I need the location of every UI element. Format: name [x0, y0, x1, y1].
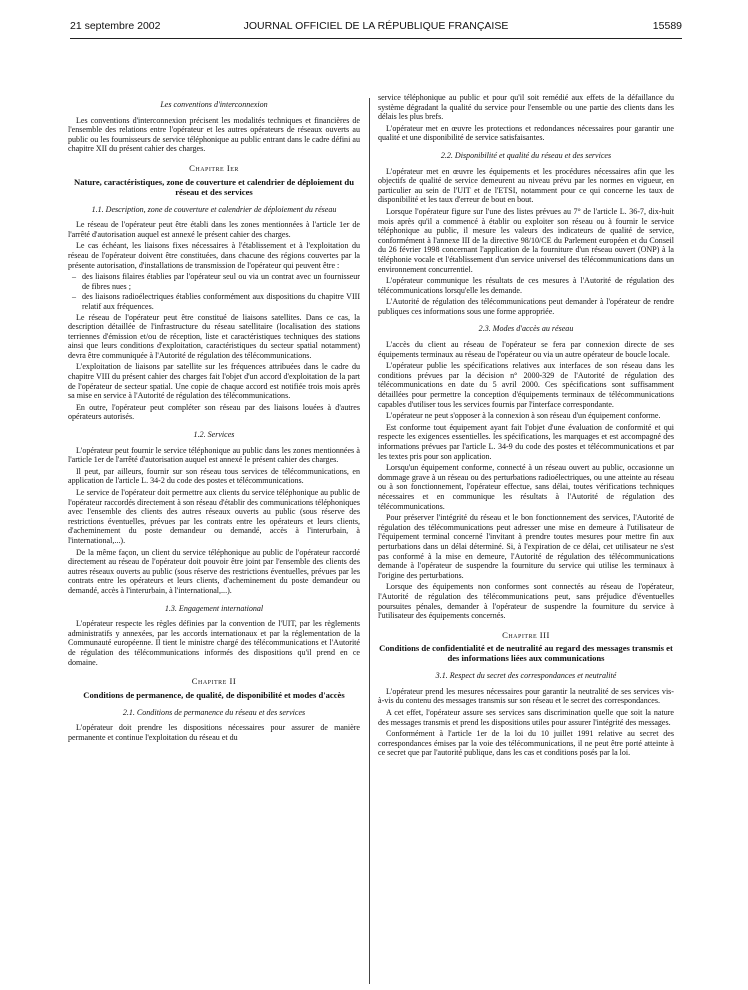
- section-title: Les conventions d'interconnexion: [160, 100, 268, 109]
- paragraph: Lorsqu'un équipement conforme, connecté à un réseau ouvert au public, occasionne un dommage grave à un réseau ou des perturbations radioélectriques, ou une atteinte au réseau ou à son fonctionnement, l'opérateur effectue, sans délai, toutes vérifications techniques nécessaires et en communique les résultats à l'Autorité de régulation des télécommunications.: [378, 463, 674, 511]
- paragraph: L'Autorité de régulation des télécommunications peut demander à l'opérateur de rendre publiques ces informations sous une forme appropriée.: [378, 297, 674, 316]
- paragraph: Lorsque des équipements non conformes sont connectés au réseau de l'opérateur, l'Autorité de régulation des télécommunications peut, sans préjudice d'éventuelles poursuites pénales, demander à l'opérateur de suspendre la fourniture du service à l'utilisateur des équipements concernés.: [378, 582, 674, 621]
- paragraph: L'opérateur doit prendre les dispositions nécessaires pour assurer de manière permanente et continue l'exploitation du réseau et du: [68, 723, 360, 742]
- paragraph: Pour préserver l'intégrité du réseau et le bon fonctionnement des services, l'Autorité de régulation des télécommunications peut adresser une mise en demeure à l'utilisateur de l'équipement terminal concerné l'invitant à prendre toutes mesures pour mettre fin aux perturbations dans un délai déterminé. Si, à l'expiration de ce délai, cet utilisateur ne s'est pas conformé à la mise en demeure, l'Autorité de régulation des télécommunications demande à l'opérateur de suspendre la fourniture du service qui utilise les terminaux à l'origine des perturbations.: [378, 513, 674, 580]
- paragraph: En outre, l'opérateur peut compléter son réseau par des liaisons louées à d'autres opérateurs autorisés.: [68, 402, 360, 422]
- paragraph: L'opérateur ne peut s'opposer à la connexion à son réseau d'un équipement conforme.: [386, 411, 661, 421]
- paragraph: Le service de l'opérateur doit permettre aux clients du service téléphonique au public de l'opérateur raccordés directement à son réseau d'établir des communications téléphoniques avec l'ensemble des clients des autres réseaux ouverts au public (sous réserve des restrictions éventuelles, prévues par les contrats entre les opérateurs et leurs clients, d'acheminement du poste demandeur ou demandé, accès à l'interurbain, à l'international,...).: [68, 488, 360, 545]
- section-heading: 1.2. Services: [193, 430, 235, 440]
- section-heading: 2.1. Conditions de permanence du réseau et des services: [122, 707, 306, 717]
- page-header: [70, 20, 682, 34]
- paragraph: Conformément à l'article 1er de la loi du 10 juillet 1991 relative au secret des correspondances émises par la voie des télécommunications, il ne peut être porté atteinte à ce secret que par l'autorité publique, dans les cas et conditions posés par la loi.: [378, 729, 674, 758]
- list-item: – des liaisons filaires établies par l'opérateur seul ou via un contrat avec un fournisseur de fibres nues ;: [68, 272, 360, 291]
- section-heading: 1.3. Engagement international: [164, 603, 264, 613]
- section-heading: 2.2. Disponibilité et qualité du réseau et des services: [440, 150, 612, 160]
- paragraph: L'opérateur respecte les règles définies par la convention de l'UIT, par les règlements administratifs y annexées, par les accords internationaux et par la réglementation de la Communauté européenne. Il tient le ministre chargé des télécommunications et l'Autorité de régulation des télécommunications informés des dispositions qu'il prend en ce domaine.: [68, 619, 360, 667]
- paragraph: De la même façon, un client du service téléphonique au public de l'opérateur raccordé directement au réseau de l'opérateur doit pouvoir être joint par l'ensemble des clients des autres réseaux ouverts au public (sous réserve des restrictions éventuelles, prévues par les contrats entre les opérateurs et leurs clients, d'acheminement du poste demandeur ou demandé, accès à l'interurbain, à l'international,...).: [68, 547, 360, 595]
- chapter-title: Conditions de permanence, de qualité, de disponibilité et modes d'accès: [83, 689, 345, 700]
- page-number: 15589: [652, 20, 682, 32]
- chapter-label: Chapitre II: [191, 676, 237, 687]
- paragraph: L'opérateur met en œuvre les équipements et les procédures nécessaires afin que les objectifs de qualité de service demeurent au niveau prévu par les normes en vigueur, en particulier au sein de l'UIT et de l'ETSI, notamment pour ce qui concerne les taux de disponibilité et les taux d'erreur de bout en bout.: [378, 166, 674, 205]
- paragraph: service téléphonique au public et pour qu'il soit remédié aux effets de la défaillance du système dégradant la qualité du service pour l'ensemble ou une partie des clients dans les délais les plus brefs.: [378, 93, 674, 122]
- left-column: [68, 96, 360, 744]
- paragraph: L'opérateur publie les spécifications relatives aux interfaces de son réseau dans les conditions prévues par la décision n° 2000-329 de l'Autorité de régulation des télécommunications en date du 5 avril 2000. Ces spécifications sont suffisamment détaillées pour permettre la conception d'équipements terminaux de télécommunications capables d'utiliser tous les services fournis par l'interface correspondante.: [378, 361, 674, 409]
- paragraph: L'opérateur met en œuvre les protections et redondances nécessaires pour garantir une qualité et une disponibilité de service satisfaisantes.: [378, 123, 674, 143]
- chapter-label: Chapitre Ier: [189, 162, 239, 173]
- paragraph: Le réseau de l'opérateur peut être constitué de liaisons satellites. Dans ce cas, la description détaillée de l'infrastructure du réseau satellitaire (localisation des stations terriennes d'émission et/ou de réception, liste et caractéristiques techniques des stations ainsi que leurs conditions d'exploitation, caractéristiques du secteur spatial notamment) devra être communiquée à l'Autorité de régulation des télécommunications.: [68, 312, 360, 360]
- paragraph: L'opérateur prend les mesures nécessaires pour garantir la neutralité de ses services vis-à-vis du contenu des messages transmis sur son réseau et le secret des correspondances.: [378, 686, 674, 706]
- header-rule: [70, 38, 682, 39]
- paragraph: L'exploitation de liaisons par satellite sur les fréquences attribuées dans le cadre du chapitre VIII du présent cahier des charges fait l'objet d'un accord d'exploitation de la part de l'opérateur de secteur spatial. Une copie de chaque accord est notifiée trois mois après sa mise en service à l'Autorité de régulation des télécommunications.: [68, 362, 360, 401]
- section-heading: 3.1. Respect du secret des correspondances et neutralité: [435, 671, 617, 681]
- paragraph: Il peut, par ailleurs, fournir sur son réseau tous services de télécommunications, en application de l'article L. 34-2 du code des postes et télécommunications.: [68, 466, 360, 486]
- column-divider: [369, 98, 370, 984]
- section-heading: 2.3. Modes d'accès au réseau: [478, 324, 574, 334]
- paragraph: A cet effet, l'opérateur assure ses services sans discrimination quelle que soit la nature des messages transmis et prend les dispositions utiles pour assurer l'intégrité des messages.: [378, 708, 674, 727]
- paragraph: L'opérateur peut fournir le service téléphonique au public dans les zones mentionnées à l'article 1er de l'arrêté d'autorisation auquel est annexé le présent cahier des charges.: [68, 445, 360, 465]
- chapter-label: Chapitre III: [502, 629, 550, 640]
- paragraph: Le cas échéant, les liaisons fixes nécessaires à l'établissement et à l'exploitation du réseau de l'opérateur doivent être constituées, dans chacune des régions couvertes par la présente autorisation, d'installations de transmission de l'opérateur qui peuvent être :: [68, 241, 360, 270]
- section-heading: 1.1. Description, zone de couverture et calendrier de déploiement du réseau: [91, 204, 337, 214]
- chapter-title: Nature, caractéristiques, zone de couverture et calendrier de déploiement du réseau et des services: [74, 176, 354, 197]
- paragraph: Le réseau de l'opérateur peut être établi dans les zones mentionnées à l'article 1er de l'arrêté d'autorisation auquel est annexé le présent cahier des charges.: [68, 220, 360, 239]
- paragraph: Les conventions d'interconnexion précisent les modalités techniques et financières de l'ensemble des relations entre l'opérateur et les autres opérateurs de réseaux ouverts au public ou les fournisseurs de service téléphonique au public entrant dans le cadre défini au chapitre XII du présent cahier des charges.: [68, 115, 360, 154]
- right-column: [378, 93, 674, 760]
- paragraph: L'accès du client au réseau de l'opérateur se fera par connexion directe de ses équipements terminaux au réseau de l'opérateur ou via un autre opérateur de boucle locale.: [378, 340, 674, 359]
- paragraph: Lorsque l'opérateur figure sur l'une des listes prévues au 7° de l'article L. 36-7, dix-huit mois après qu'il a commencé à établir ou exploiter son réseau ou à fournir le service téléphonique au public, il mesure les valeurs des indicateurs de qualité de service, conformément à l'annexe III de la directive 98/10/CE du Parlement européen et du Conseil du 26 février 1998 concernant l'application de la fourniture d'un réseau ouvert (ONP) à la téléphonie vocale et l'établissement d'un service universel des télécommunications dans un environnement concurrentiel.: [378, 206, 674, 274]
- list-item: – des liaisons radioélectriques établies conformément aux dispositions du chapitre VIII relatif aux fréquences.: [68, 292, 360, 311]
- chapter-title: Conditions de confidentialité et de neutralité au regard des messages transmis et des informations liées aux communications: [379, 643, 673, 664]
- paragraph: L'opérateur communique les résultats de ces mesures à l'Autorité de régulation des télécommunications lorsqu'elle les demande.: [378, 276, 674, 295]
- paragraph: Est conforme tout équipement ayant fait l'objet d'une évaluation de conformité et qui respecte les exigences essentielles. les spécifications, les marquages et est accompagné des informations prévues par l'article L. 34-9 du code des postes et télécommunications et par les textes pris pour son application.: [378, 422, 674, 461]
- journal-title: JOURNAL OFFICIEL DE LA RÉPUBLIQUE FRANÇAISE: [243, 20, 509, 32]
- header-date: 21 septembre 2002: [70, 20, 161, 32]
